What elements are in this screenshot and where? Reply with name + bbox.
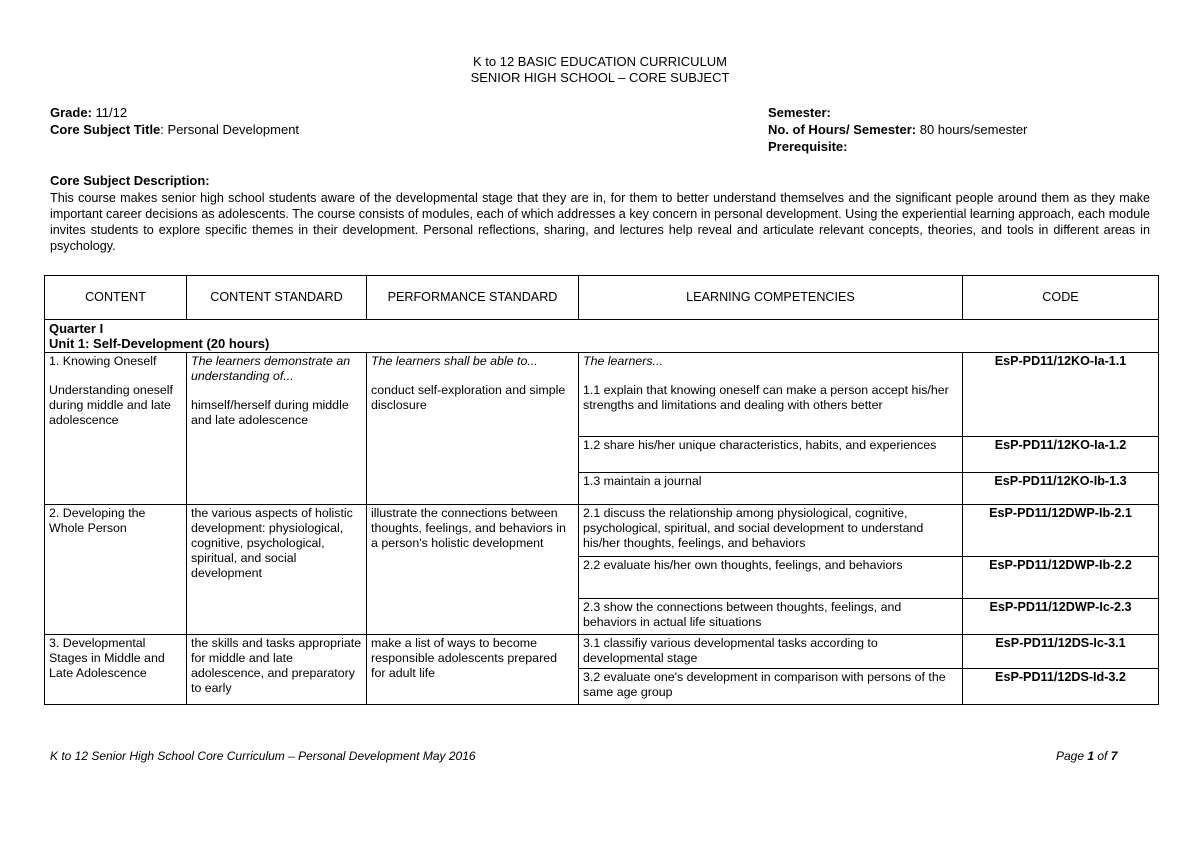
footer-title: K to 12 Senior High School Core Curriculum – Personal Development May 2016 — [50, 749, 476, 763]
quarter-cell — [45, 320, 1159, 353]
competency-cell: 2.1 discuss the relationship among physiological, cognitive, psychological, spiritual, and social development to understand his/her thoughts, feelings, and behaviors — [579, 505, 963, 557]
curriculum-table — [44, 275, 1159, 705]
meta-left — [50, 104, 299, 138]
subject-title-label: Core Subject Title — [50, 122, 161, 137]
meta-right — [768, 104, 1027, 155]
code-cell: EsP-PD11/12KO-Ib-1.3 — [963, 473, 1159, 505]
page-of: of — [1094, 749, 1111, 763]
header-content: CONTENT — [45, 276, 187, 320]
content-standard-text: himself/herself during middle and late adolescence — [191, 398, 349, 427]
competency-cell: 1.2 share his/her unique characteristics, habits, and experiences — [579, 437, 963, 473]
content-standard-cell: the various aspects of holistic development: physiological, cognitive, psychological, spiritual, and social development — [187, 505, 367, 635]
document-header — [0, 54, 1200, 86]
quarter-label: Quarter I — [49, 321, 104, 336]
page-prefix: Page — [1056, 749, 1088, 763]
content-standard-cell — [187, 353, 367, 505]
table-header-row — [45, 276, 1159, 320]
performance-standard-cell: make a list of ways to become responsible adolescents prepared for adult life — [367, 635, 579, 705]
semester-label: Semester: — [768, 105, 831, 120]
table-row — [45, 505, 1159, 557]
header-learning-competencies: LEARNING COMPETENCIES — [579, 276, 963, 320]
hours-label: No. of Hours/ Semester: — [768, 122, 917, 137]
content-standard-cell: the skills and tasks appropriate for middle and late adolescence, and preparatory to early — [187, 635, 367, 705]
competency-cell: 1.3 maintain a journal — [579, 473, 963, 505]
subject-title-value: : Personal Development — [160, 122, 300, 137]
performance-standard-text: conduct self-exploration and simple disclosure — [371, 383, 566, 412]
page-number — [1056, 749, 1117, 763]
content-cell: 2. Developing the Whole Person — [45, 505, 187, 635]
grade-label: Grade: — [50, 105, 92, 120]
content-cell: 3. Developmental Stages in Middle and Late Adolescence — [45, 635, 187, 705]
code-cell: EsP-PD11/12DWP-Ib-2.1 — [963, 505, 1159, 557]
hours-value: 80 hours/semester — [919, 122, 1028, 137]
competency-intro: The learners... — [583, 354, 663, 368]
page-total: 7 — [1110, 749, 1118, 763]
competency-cell: 3.1 classifiy various developmental tasks according to developmental stage — [579, 635, 963, 669]
hours-line — [768, 121, 1027, 138]
competency-cell: 2.3 show the connections between thoughts, feelings, and behaviors in actual life situations — [579, 599, 963, 635]
header-code: CODE — [963, 276, 1159, 320]
code-cell: EsP-PD11/12DWP-Ib-2.2 — [963, 557, 1159, 599]
quarter-row — [45, 320, 1159, 353]
performance-standard-cell: illustrate the connections between thoughts, feelings, and behaviors in a person's holistic development — [367, 505, 579, 635]
performance-standard-cell — [367, 353, 579, 505]
content-title: 1. Knowing Oneself — [49, 354, 157, 368]
header-content-standard: CONTENT STANDARD — [187, 276, 367, 320]
page-current: 1 — [1087, 749, 1095, 763]
header-performance-standard: PERFORMANCE STANDARD — [367, 276, 579, 320]
table-row — [45, 353, 1159, 437]
grade-line — [50, 104, 299, 121]
semester-line — [768, 104, 1027, 121]
table-row — [45, 635, 1159, 669]
unit-label: Unit 1: Self-Development (20 hours) — [49, 336, 270, 351]
description-text: This course makes senior high school students aware of the developmental stage that they are in, for them to better understand themselves and the significant people around them as they make important career decisions as adolescents. The course consists of modules, each of which addresses a key concern in personal development. Using the experiential learning approach, each module invites students to explore specific themes in their development. Personal reflections, sharing, and lectures help reveal and articulate relevant concepts, theories, and tools in different areas in psychology. — [50, 191, 1150, 253]
code-cell: EsP-PD11/12DS-Ic-3.1 — [963, 635, 1159, 669]
grade-value: 11/12 — [95, 105, 128, 120]
code-cell: EsP-PD11/12KO-Ia-1.1 — [963, 353, 1159, 437]
competency-cell: 2.2 evaluate his/her own thoughts, feelings, and behaviors — [579, 557, 963, 599]
header-line-1: K to 12 BASIC EDUCATION CURRICULUM — [472, 54, 728, 69]
code-cell: EsP-PD11/12DWP-Ic-2.3 — [963, 599, 1159, 635]
prerequisite-line — [768, 138, 1027, 155]
description-label: Core Subject Description: — [50, 173, 210, 188]
content-subtitle: Understanding oneself during middle and late adolescence — [49, 383, 173, 427]
competency-cell: 3.2 evaluate one's development in comparison with persons of the same age group — [579, 669, 963, 705]
competency-cell — [579, 353, 963, 437]
content-cell — [45, 353, 187, 505]
performance-standard-intro: The learners shall be able to... — [371, 354, 538, 368]
code-cell: EsP-PD11/12KO-Ia-1.2 — [963, 437, 1159, 473]
header-line-2: SENIOR HIGH SCHOOL – CORE SUBJECT — [470, 70, 730, 85]
subject-title-line — [50, 121, 299, 138]
code-cell: EsP-PD11/12DS-Id-3.2 — [963, 669, 1159, 705]
prerequisite-label: Prerequisite: — [768, 139, 848, 154]
content-standard-intro: The learners demonstrate an understanding of... — [191, 354, 351, 383]
competency-text: 1.1 explain that knowing oneself can make a person accept his/her strengths and limitations and dealing with others better — [583, 383, 949, 412]
